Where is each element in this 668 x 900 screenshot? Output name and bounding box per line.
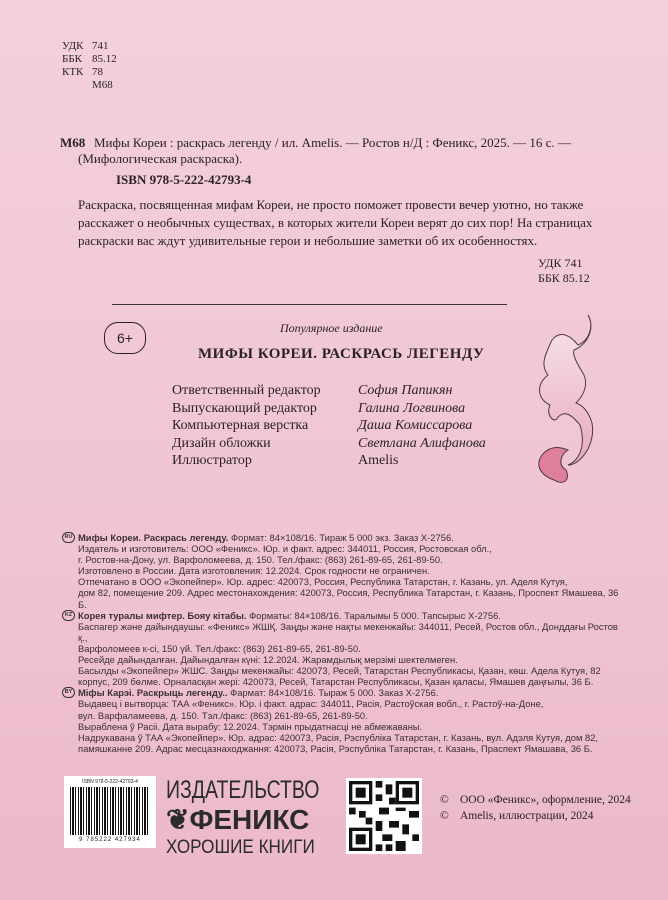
language-badge: KZ [62,610,75,621]
copyright-line [440,808,631,824]
udk-bottom [538,256,590,286]
spirit-illustration [510,305,610,495]
logo-line1: ИЗДАТЕЛЬСТВО [166,776,320,804]
staff-role: Компьютерная верстка [172,418,309,433]
imprint-line: Отпечатано в ООО «Экопейпер». Юр. адрес: 420073, Россия, Республика Татарстан, г. Казань, ул. Аделя Кутуя, [78,576,568,588]
language-badge: RU [62,532,75,543]
qr-code-icon [349,781,419,851]
isbn: ISBN 978-5-222-42793-4 [116,172,252,187]
barcode-bars [70,787,150,835]
staff-row [172,400,486,418]
classification-codes [62,40,122,92]
age-rating-badge: 6+ [104,322,146,354]
author-sign: М68 [60,135,86,150]
staff-row [172,417,486,435]
copyright-icon: © [440,794,449,806]
staff-role: Ответственный редактор [172,383,321,398]
udk-line: УДК 741 [538,256,583,270]
logo-line3: ХОРОШИЕ КНИГИ [166,837,315,858]
imprint-line: Выраблена ў Расіі. Дата вырабу: 12.2024. Тэрмін прыдатнасці не абмежаваны. [78,720,423,732]
copyright-icon: © [440,810,449,822]
code-value: 85.12 [92,53,117,65]
copyright-line [440,792,631,808]
staff-role: Дизайн обложки [172,435,271,451]
edition-type: Популярное издание [280,321,383,335]
staff-name: София Папикян [358,383,453,398]
imprint-line: г. Ростов-на-Дону, ул. Варфоломеева, д. 150. Тел./факс: (863) 261-89-65, 261-89-50. [78,554,443,566]
imprint-title: Мифы Кореи. Раскрась легенду. [78,532,229,543]
code-value: М68 [92,79,113,91]
barcode-caption: ISBN 978-5-222-42793-4 [82,779,138,785]
logo-name: ФЕНИКС [189,804,310,835]
imprint-line: памяшканне 209. Адрас месцазнаходжання: 420073, Расія, Рэспубліка Татарстан, г. Казань, Праспект Ямашава, 36 Б. [78,742,593,754]
code-value: 741 [92,40,109,52]
imprint-line: Форматы: 84×108/16. Таралымы 5 000. Тапсырыс Х-2756. [249,609,501,621]
staff-name: Amelis [358,453,399,468]
book-title: МИФЫ КОРЕИ. РАСКРАСЬ ЛЕГЕНДУ [198,346,485,362]
imprint-title: Міфы Карэі. Раскрыць легенду.. [78,687,228,699]
imprint-line: Варфоломеев к-сі, 150 үй. Тел./факс: (863) 261-89-65, 261-89-50. [78,642,361,654]
copyright-text: Amelis, иллюстрации, 2024 [460,810,594,822]
code-label: ББК [62,53,82,65]
imprint-line: Издатель и изготовитель: ООО «Феникс». Юр. и факт. адрес: 344011, Россия, Ростовская обл., [78,543,492,555]
imprint-line: Изготовлено в России. Дата изготовления: 12.2024. Срок годности не ограничен. [78,565,430,577]
copyright [440,792,631,824]
divider [112,304,507,305]
code-label: КТК [62,66,84,78]
biblio-text: Мифы Кореи : раскрась легенду / ил. Amelis. — Ростов н/Д : Феникс, 2025. — 16 с. — (Мифологическая раскраска). [78,135,571,166]
publisher-logo [166,776,363,860]
imprint-line: Выдавец і вытворца: ТАА «Феникс». Юр. і факт. адрас: 344011, Расія, Растоўская вобл., г. Растоў-на-Доне, [78,698,544,710]
qr-code [346,778,422,854]
staff-name: Галина Логвинова [358,400,466,416]
imprint-line: дом 82, помещение 209. Адрес местонахождения: 420073, Россия, Республика Татарстан, г. Казань, Проспект Ямашева, 36 Б. [78,587,619,610]
imprint-title: Корея туралы мифтер. Бояу кітабы. [78,609,247,621]
code-value: 78 [92,66,103,78]
isbn-barcode [64,776,156,848]
staff-row [172,435,486,453]
staff-list [172,382,486,470]
phoenix-icon: ❦ [166,804,190,835]
imprint-ru [64,532,624,610]
staff-name: Даша Комиссарова [358,418,473,433]
annotation: Раскраска, посвященная мифам Кореи, не просто поможет провести вечер уютно, но также расскажет о необычных существах, в которых жители Кореи верят до сих пор! На страницах раскраски вас ждут удивительные герои и небольшие заметки об их особенностях. [78,197,593,248]
staff-row [172,382,486,400]
barcode-number: 9 785222 427934 [79,837,141,843]
staff-role: Иллюстратор [172,453,252,468]
copyright-text: ООО «Феникс», оформление, 2024 [460,794,631,806]
imprint-kz [64,610,624,688]
imprint-line: Формат: 84×108/16. Тираж 5 000 экз. Заказ Х-2756. [231,532,454,543]
imprint-line: Ресейде дайындалған. Дайындалған күні: 12.2024. Жарамдылық мерзімі шектелмеген. [78,654,458,666]
imprint-line: Басылды «Экопейпер» ЖШС. Заңды мекенжайы: 420073, Ресей, Татарстан Республикасы, Қазан, көш. Адела Кутуя, 82 [78,665,601,677]
imprint-line: Баспагер және дайындаушы: «Феникс» ЖШҚ. Заңды және нақты мекенжайы: 344011, Ресей, Ростов обл., Донддағы Ростов қ., [78,620,618,643]
imprint-line: вул. Варфаламеева, д. 150. Тэл./факс: (863) 261-89-65, 261-89-50. [78,709,368,721]
imprint-line: корпус, 209 бөлме. Орналасқан жері: 420073, Ресей, Татарстан Республикасы, Қазан қаласы, Ямашев даңғылы, 36 Б. [78,676,594,688]
language-badge: BY [62,687,75,698]
imprint-line: Фармат: 84×108/16. Тыраж 5 000. Заказ Х-2756. [230,687,439,699]
bbk-line: ББК 85.12 [538,271,590,285]
staff-name: Светлана Алифанова [358,435,486,451]
imprint-block [64,532,624,754]
staff-row [172,452,486,470]
imprint-by [64,687,624,754]
logo-line2 [166,804,363,836]
bibliographic-record [60,135,638,167]
staff-role: Выпускающий редактор [172,400,317,416]
imprint-line: Надрукавана ў ТАА «Экопейпер». Юр. адрас: 420073, Расія, Рэспубліка Татарстан, г. Казань, вул. Адэля Кутуя, дом 82, [78,731,599,743]
code-label: УДК [62,40,84,52]
